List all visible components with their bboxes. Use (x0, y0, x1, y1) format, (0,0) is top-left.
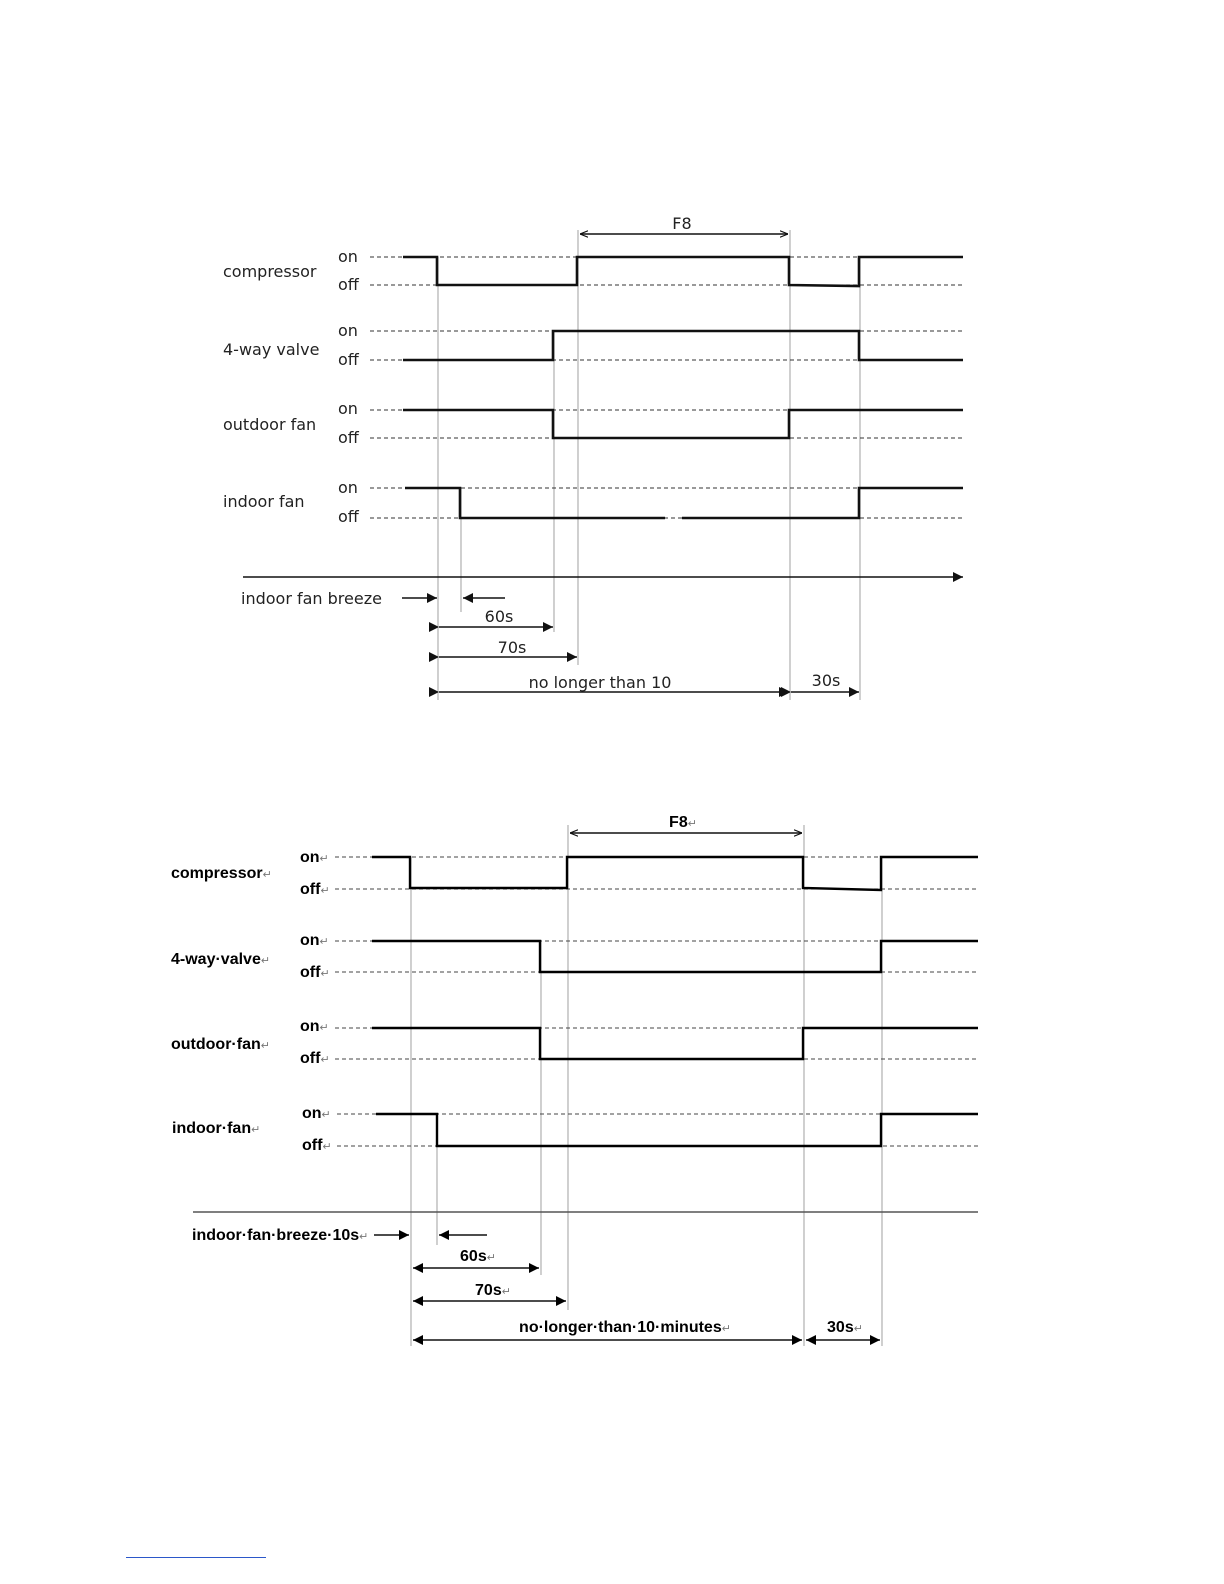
d1-interval-60s (439, 607, 553, 627)
d1-breeze-label: indoor fan breeze (241, 589, 382, 608)
d1-compressor-on: on (338, 247, 358, 266)
d1-interval-10min-label: no longer than 10 (528, 673, 672, 692)
diagram-2 (171, 814, 978, 1346)
d1-interval-70s (439, 638, 577, 657)
d2-indoor-fan-waveform (376, 1114, 978, 1146)
d2-valve-off: off↵ (300, 964, 330, 981)
d1-outdoor-fan-on: on (338, 399, 358, 418)
d1-indoor-fan-label: indoor fan (223, 492, 305, 511)
d2-f8-label: F8↵ (669, 814, 697, 831)
d1-interval-30s (791, 671, 859, 692)
d2-valve-waveform (372, 941, 978, 972)
d2-interval-60s (413, 1248, 539, 1268)
d2-interval-10min (413, 1319, 802, 1340)
d2-indoor-fan-row (172, 1105, 978, 1154)
d1-guide-lines (438, 230, 860, 700)
d2-interval-30s (806, 1319, 880, 1340)
d2-valve-row (171, 932, 978, 981)
d1-interval-30s-label: 30s (811, 671, 841, 690)
d1-indoor-fan-row (223, 478, 965, 526)
d1-breeze-annotation (241, 589, 505, 608)
d2-compressor-row (171, 849, 978, 898)
d2-interval-70s-label: 70s↵ (475, 1282, 511, 1299)
d2-compressor-label: compressor↵ (171, 865, 272, 882)
d1-compressor-label: compressor (223, 262, 317, 281)
d1-outdoor-fan-label: outdoor fan (223, 415, 317, 434)
d1-indoor-fan-off: off (338, 507, 359, 526)
d2-indoor-fan-off: off↵ (302, 1137, 332, 1154)
d1-compressor-off: off (338, 275, 359, 294)
d1-outdoor-fan-off: off (338, 428, 359, 447)
d1-interval-60s-label: 60s (484, 607, 514, 626)
d2-compressor-off: off↵ (300, 881, 330, 898)
d2-valve-label: 4-way·valve↵ (171, 951, 271, 968)
d1-indoor-fan-waveform (405, 488, 665, 518)
d2-interval-60s-label: 60s↵ (460, 1248, 496, 1265)
d2-breeze-annotation (192, 1227, 487, 1244)
d2-outdoor-fan-waveform (372, 1028, 978, 1059)
d2-indoor-fan-label: indoor·fan↵ (172, 1120, 261, 1137)
d2-outdoor-fan-label: outdoor·fan↵ (171, 1036, 270, 1053)
d2-compressor-on: on↵ (300, 849, 329, 866)
d1-outdoor-fan-row (223, 399, 965, 447)
d2-indoor-fan-on: on↵ (302, 1105, 331, 1122)
d2-outdoor-fan-on: on↵ (300, 1018, 329, 1035)
d1-valve-waveform (403, 331, 963, 360)
d1-f8-dimension (580, 214, 788, 234)
d2-outdoor-fan-off: off↵ (300, 1050, 330, 1067)
d1-valve-off: off (338, 350, 359, 369)
d1-interval-70s-label: 70s (497, 638, 527, 657)
footnote-separator (126, 1557, 266, 1558)
d1-f8-label: F8 (672, 214, 692, 233)
diagram-1 (223, 214, 965, 700)
d1-valve-row (223, 321, 965, 369)
d2-compressor-waveform (372, 857, 978, 890)
d2-breeze-label: indoor·fan·breeze·10s↵ (192, 1227, 369, 1244)
d2-valve-on: on↵ (300, 932, 329, 949)
d2-interval-70s (413, 1282, 566, 1301)
d1-compressor-row (223, 247, 965, 294)
d1-interval-10min (439, 673, 789, 692)
d2-interval-10min-label: no·longer·than·10·minutes↵ (519, 1319, 731, 1336)
d1-indoor-fan-on: on (338, 478, 358, 497)
d2-outdoor-fan-row (171, 1018, 978, 1067)
d1-valve-on: on (338, 321, 358, 340)
d1-outdoor-fan-waveform (403, 410, 963, 438)
d1-compressor-waveform (403, 257, 963, 286)
d2-interval-30s-label: 30s↵ (827, 1319, 863, 1336)
d1-valve-label: 4-way valve (223, 340, 320, 359)
d2-f8-dimension (570, 814, 802, 833)
